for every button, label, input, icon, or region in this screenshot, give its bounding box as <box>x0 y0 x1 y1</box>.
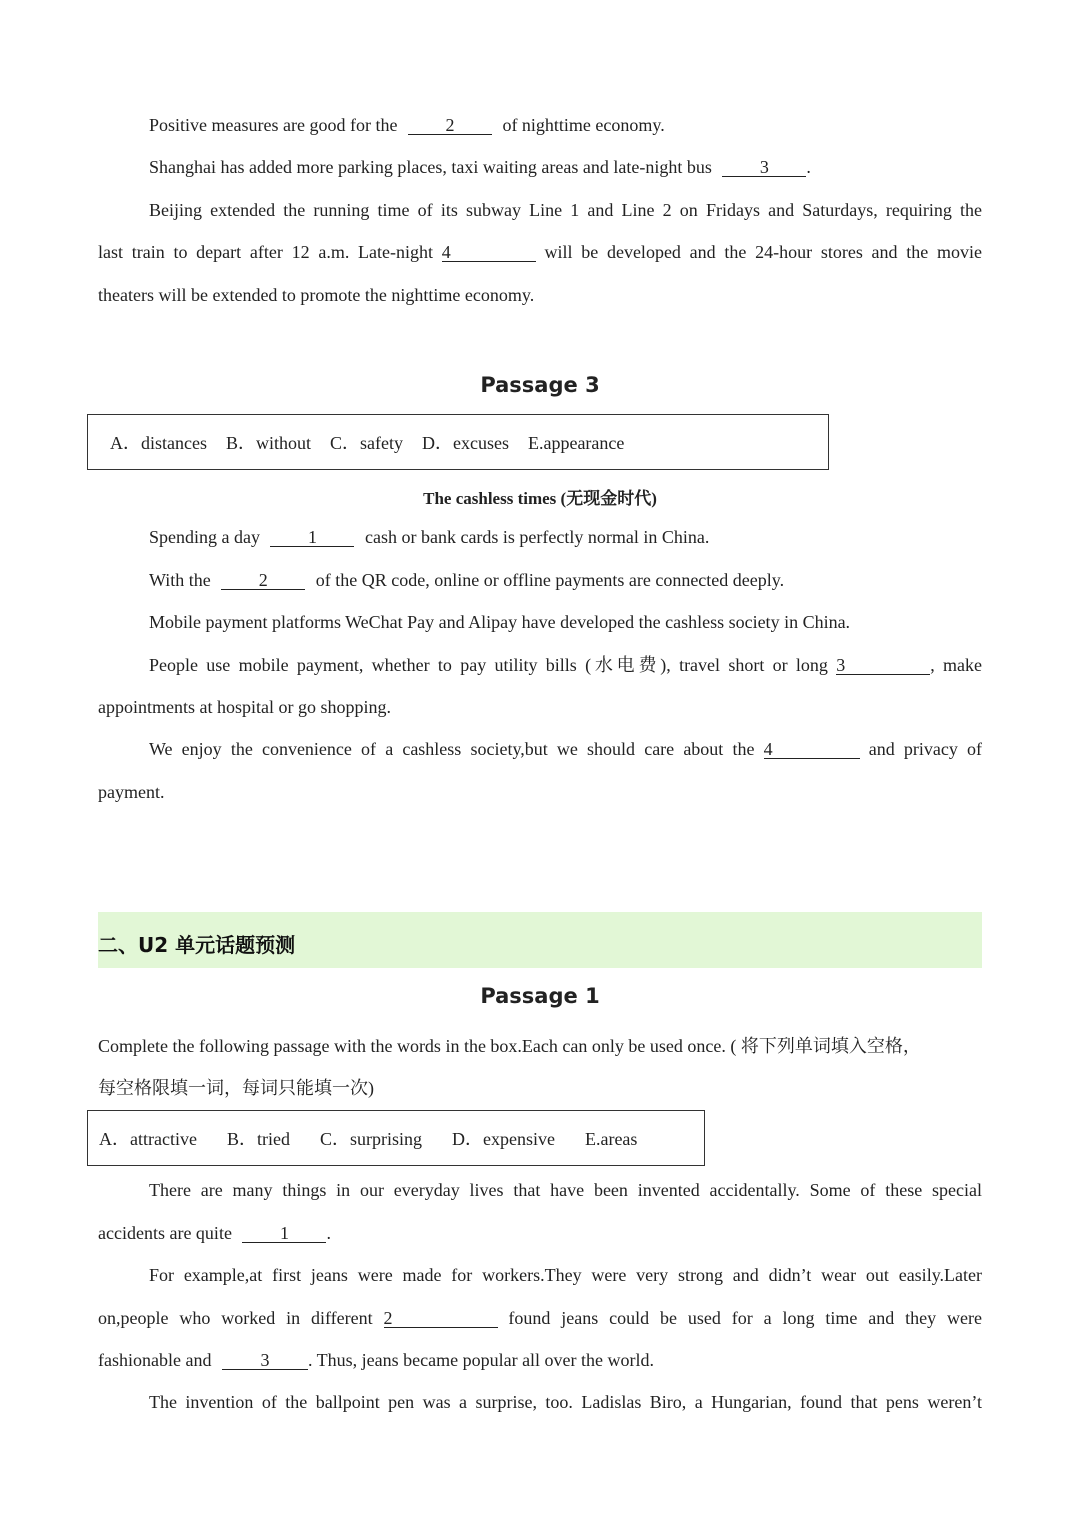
option-c: C．safety <box>330 433 403 453</box>
blank-1[interactable]: 1 <box>270 528 354 547</box>
section-header <box>98 912 982 968</box>
instructions-line1: Complete the following passage with the words in the box.Each can only be used once. ( 将下列单词填入空格， <box>98 1036 921 1056</box>
blank-2[interactable]: 2 <box>221 571 305 590</box>
blank-2[interactable]: 2 <box>384 1309 498 1328</box>
sentence-p3-3: Mobile payment platforms WeChat Pay and Alipay have developed the cashless society in China. <box>149 612 851 632</box>
option-d: D．expensive <box>451 1129 555 1149</box>
sentence-p2-3-line3: theaters will be extended to promote the nighttime economy. <box>98 285 535 305</box>
blank-4[interactable]: 4 <box>764 740 860 759</box>
blank-3[interactable]: 3 <box>722 158 806 177</box>
option-a: A．attractive <box>99 1129 197 1149</box>
blank-3[interactable]: 3 <box>222 1351 308 1370</box>
option-e: E.appearance <box>527 433 625 453</box>
sentence-p2-2: Shanghai has added more parking places, taxi waiting areas and late-night bus 3 . <box>149 157 811 177</box>
section-title: 二、U2 单元话题预测 <box>98 933 296 957</box>
sentence-s2-1-line2: accidents are quite 1 . <box>98 1223 331 1243</box>
section2-word-box <box>87 1110 705 1166</box>
option-e: E.areas <box>584 1129 638 1149</box>
passage3-word-box <box>87 414 829 470</box>
option-b: B．tried <box>226 1129 290 1149</box>
blank-3[interactable]: 3 <box>836 656 930 675</box>
sentence-p2-3-line2: last train to depart after 12 a.m. Late-night 4 will be developed and the 24-hour stores and the movie <box>98 242 982 262</box>
sentence-p2-1: Positive measures are good for the 2 of nighttime economy. <box>149 115 665 135</box>
blank-2[interactable]: 2 <box>408 116 492 135</box>
sentence-p3-5-line1: We enjoy the convenience of a cashless society,but we should care about the 4 and privacy of <box>149 739 983 759</box>
option-a: A．distances <box>110 433 207 453</box>
passage3-subtitle: The cashless times (无现金时代) <box>423 489 657 508</box>
sentence-s2-3-line1: The invention of the ballpoint pen was a surprise, too. Ladislas Biro, a Hungarian, found that pens weren’t <box>149 1392 982 1412</box>
instructions-line2: 每空格限填一词，每词只能填一次) <box>98 1078 374 1098</box>
sentence-p3-5-line2: payment. <box>98 782 165 802</box>
section2-passage1-heading: Passage 1 <box>480 984 600 1008</box>
option-b: B．without <box>225 433 311 453</box>
sentence-s2-1-line1: There are many things in our everyday lives that have been invented accidentally. Some of these special <box>149 1180 982 1200</box>
sentence-s2-2-line2: on,people who worked in different 2 found jeans could be used for a long time and they were <box>98 1308 983 1328</box>
sentence-s2-2-line3: fashionable and 3 . Thus, jeans became popular all over the world. <box>98 1350 655 1370</box>
sentence-s2-2-line1: For example,at first jeans were made for workers.They were very strong and didn’t wear out easily.Later <box>149 1265 982 1285</box>
sentence-p3-1: Spending a day 1 cash or bank cards is perfectly normal in China. <box>149 527 710 547</box>
blank-1[interactable]: 1 <box>242 1224 326 1243</box>
blank-4[interactable]: 4 <box>442 243 536 262</box>
sentence-p3-4-line1: People use mobile payment, whether to pay utility bills (水电费), travel short or long 3 , make <box>149 655 983 675</box>
passage3-heading: Passage 3 <box>480 373 600 397</box>
sentence-p2-3-line1: Beijing extended the running time of its subway Line 1 and Line 2 on Fridays and Saturdays, requiring the <box>149 200 982 220</box>
sentence-p3-2: With the 2 of the QR code, online or offline payments are connected deeply. <box>149 570 785 590</box>
option-d: D．excuses <box>421 433 509 453</box>
sentence-p3-4-line2: appointments at hospital or go shopping. <box>98 697 391 717</box>
option-c: C．surprising <box>319 1129 422 1149</box>
